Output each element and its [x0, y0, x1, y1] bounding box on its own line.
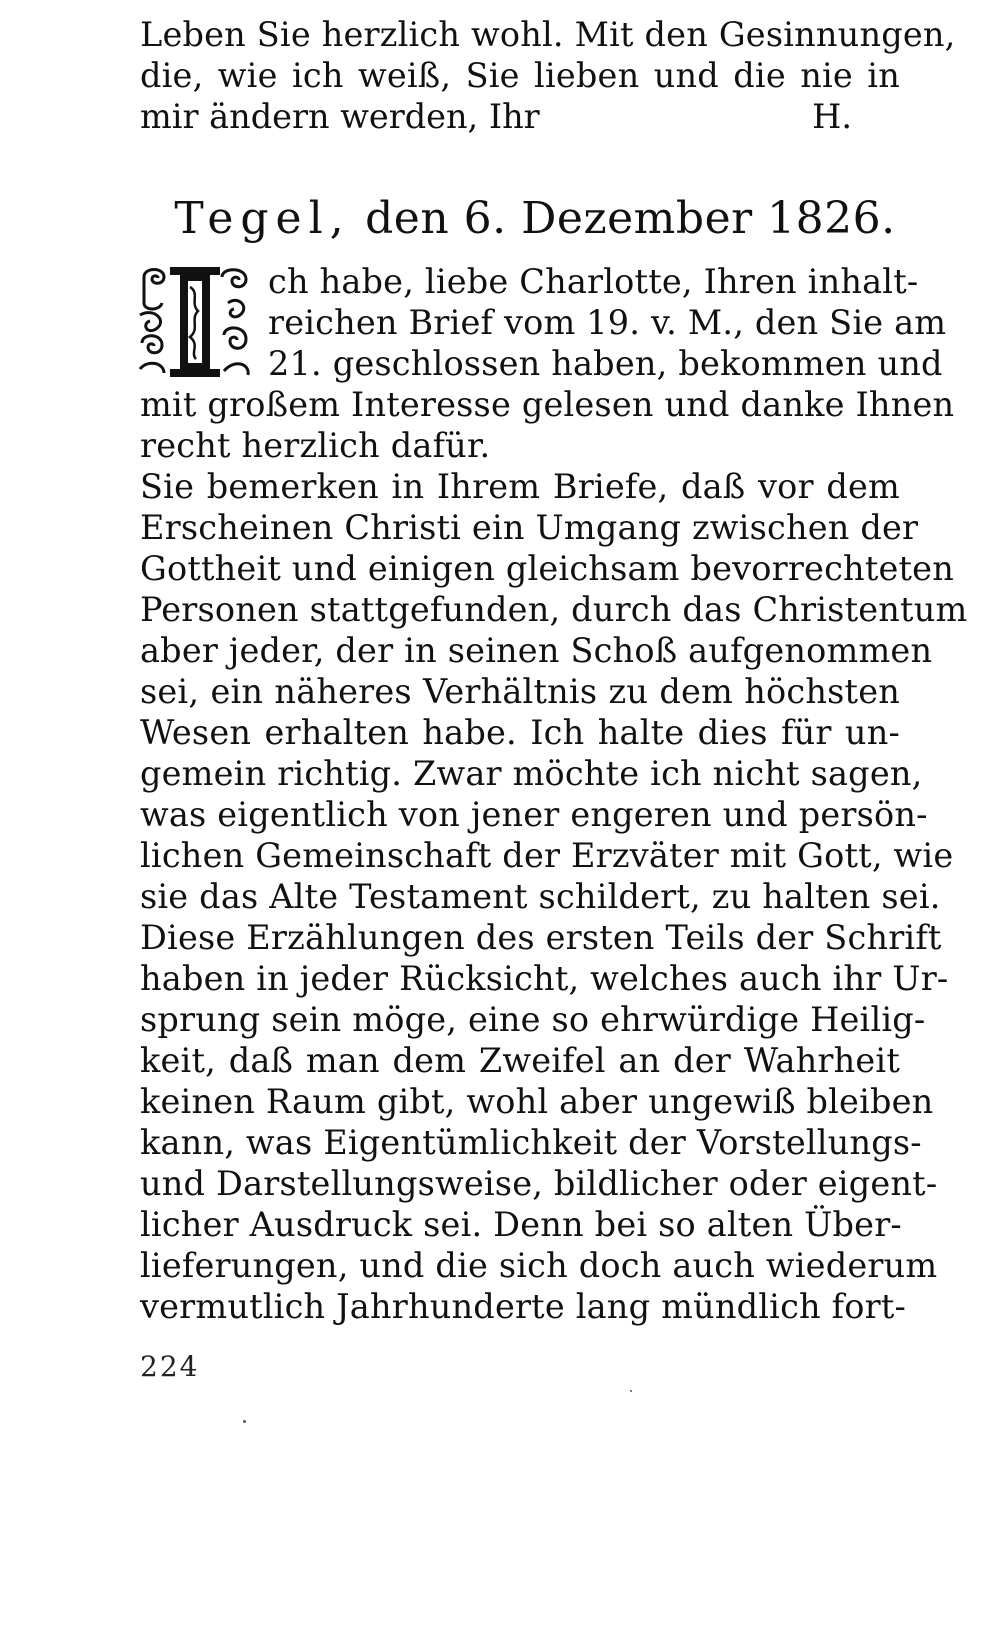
text-line: haben in jeder Rücksicht, welches auch ihr Ur- [140, 959, 949, 998]
letter-heading [140, 189, 900, 249]
indented-lines [268, 261, 947, 384]
text-line: Personen stattgefunden, durch das Christentum [140, 590, 968, 629]
text-line: recht herzlich dafür. [140, 426, 491, 465]
text-line: 21. geschlossen haben, bekommen und [268, 344, 943, 383]
text-line: licher Ausdruck sei. Denn bei so alten Über- [140, 1205, 902, 1244]
text-line: lichen Gemeinschaft der Erzväter mit Gott, wie [140, 836, 954, 875]
text-line: sie das Alte Testament schildert, zu halten sei. [140, 877, 941, 916]
text-line: Wesen erhalten habe. Ich halte dies für un- [140, 713, 900, 752]
text-line: die, wie ich weiß, Sie lieben und die nie in [140, 56, 900, 95]
closing-line [140, 96, 900, 137]
heading-place: Tegel, [174, 193, 351, 244]
decorative-initial-i-icon [134, 263, 256, 381]
text-line: gemein richtig. Zwar möchte ich nicht sagen, [140, 754, 923, 793]
second-paragraph [140, 466, 968, 1327]
text-line: Gottheit und einigen gleichsam bevorrechteten [140, 549, 954, 588]
page-number: 224 [140, 1350, 200, 1383]
text-line: Leben Sie herzlich wohl. Mit den Gesinnungen, [140, 15, 956, 54]
heading-date: den 6. Dezember 1826. [365, 193, 896, 244]
text-line: sei, ein näheres Verhältnis zu dem höchsten [140, 672, 900, 711]
print-speck [630, 1390, 632, 1392]
closing-text: mir ändern werden, Ihr [140, 97, 540, 136]
letter-closing [140, 14, 956, 137]
signature: H. [812, 97, 852, 136]
text-line: Diese Erzählungen des ersten Teils der Schrift [140, 918, 942, 957]
text-line: und Darstellungsweise, bildlicher oder eigent- [140, 1164, 938, 1203]
text-line: keit, daß man dem Zweifel an der Wahrheit [140, 1041, 900, 1080]
text-line: keinen Raum gibt, wohl aber ungewiß bleiben [140, 1082, 934, 1121]
book-page [140, 14, 968, 1327]
text-line: Sie bemerken in Ihrem Briefe, daß vor dem [140, 467, 900, 506]
text-line: reichen Brief vom 19. v. M., den Sie am [268, 303, 947, 342]
text-line: sprung sein möge, eine so ehrwürdige Heilig- [140, 1000, 926, 1039]
print-speck [243, 1420, 246, 1423]
text-line: lieferungen, und die sich doch auch wiederum [140, 1246, 938, 1285]
text-line: was eigentlich von jener engeren und persön- [140, 795, 928, 834]
text-line: aber jeder, der in seinen Schoß aufgenommen [140, 631, 933, 670]
text-line: Erscheinen Christi ein Umgang zwischen der [140, 508, 919, 547]
opening-paragraph [140, 261, 955, 466]
text-line: ch habe, liebe Charlotte, Ihren inhalt- [268, 262, 919, 301]
text-line: vermutlich Jahrhunderte lang mündlich fort- [140, 1287, 907, 1326]
text-line: mit großem Interesse gelesen und danke Ihnen [140, 385, 955, 424]
text-line: kann, was Eigentümlichkeit der Vorstellungs- [140, 1123, 922, 1162]
